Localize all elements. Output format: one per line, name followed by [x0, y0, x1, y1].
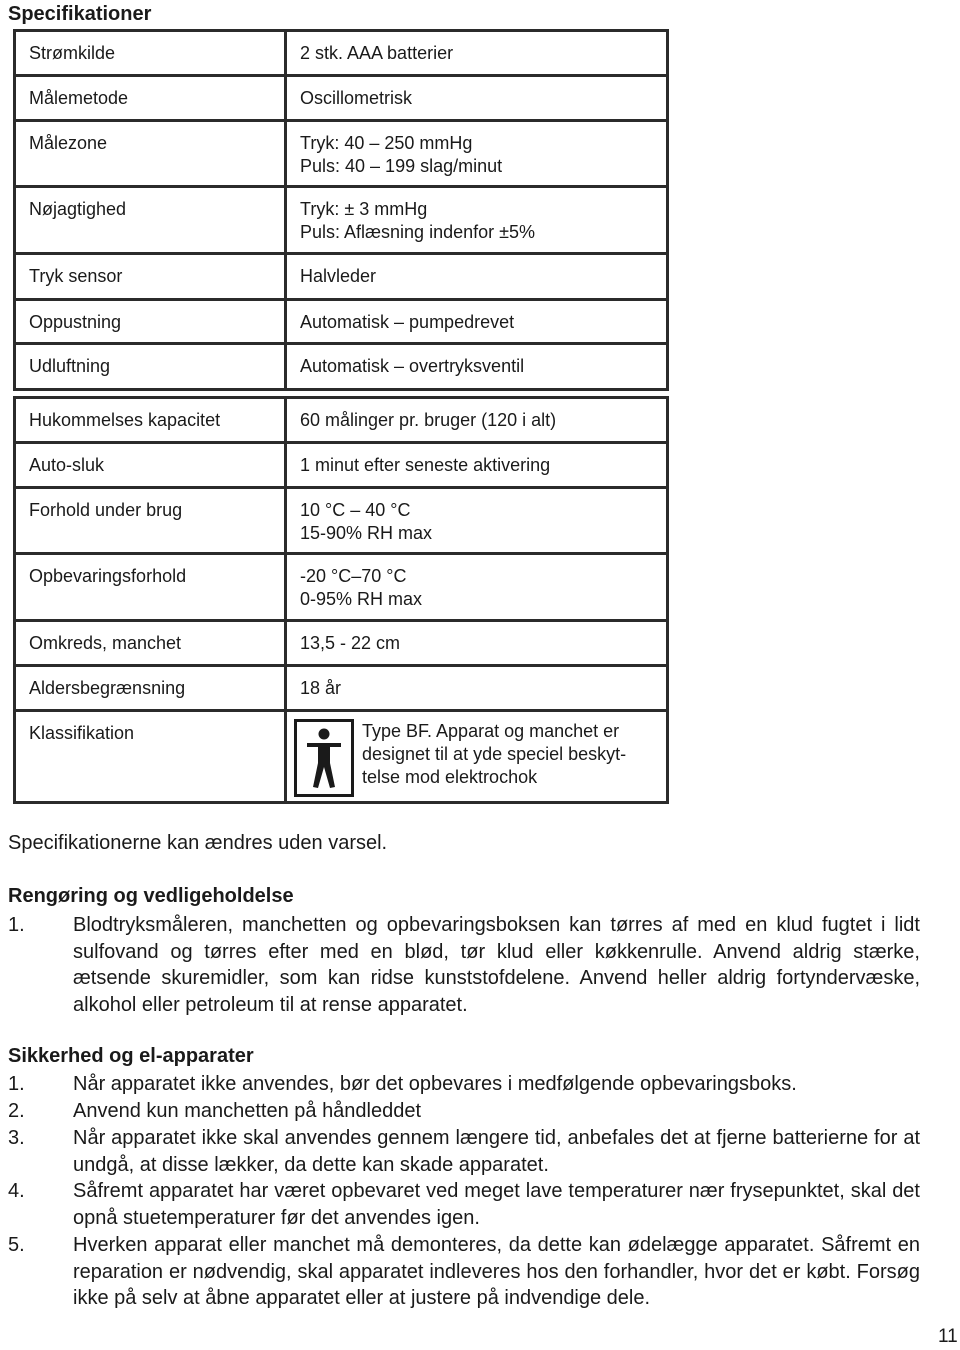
- spec-label-cell: [13, 619, 287, 667]
- spec-label: Tryk sensor: [29, 266, 123, 286]
- spec-value: 0-95% RH max: [300, 589, 423, 609]
- list-item: [8, 912, 920, 1019]
- list-item: [8, 1178, 920, 1231]
- list-item: [8, 1232, 920, 1312]
- spec-label: Udluftning: [29, 356, 111, 376]
- spec-value: 2 stk. AAA batterier: [300, 43, 454, 63]
- spec-label-cell: [13, 664, 287, 712]
- list-item-number: 5.: [8, 1234, 25, 1256]
- list-item-text: Når apparatet ikke anvendes, bør det opbevares i medfølgende opbevaringsboks.: [73, 1073, 797, 1095]
- spec-value: Automatisk – overtryksventil: [300, 356, 525, 376]
- spec-label: Målezone: [29, 133, 108, 153]
- spec-value: 1 minut efter seneste aktivering: [300, 455, 551, 475]
- spec-label-cell: [13, 396, 287, 444]
- list-item-number: 1.: [8, 914, 25, 936]
- spec-label-cell: [13, 252, 287, 301]
- spec-value: Automatisk – pumpedrevet: [300, 312, 515, 332]
- spec-value-cell: [284, 709, 669, 804]
- spec-label-cell: [13, 74, 287, 122]
- spec-label-cell: [13, 441, 287, 489]
- spec-value-cell: [284, 552, 669, 622]
- page-number: 11: [938, 1326, 958, 1347]
- spec-label: Hukommelses kapacitet: [29, 410, 221, 430]
- spec-value: Halvleder: [300, 266, 377, 286]
- spec-label-cell: [13, 342, 287, 391]
- spec-label: Omkreds, manchet: [29, 633, 182, 653]
- spec-value-cell: [284, 185, 669, 255]
- spec-value-cell: [284, 119, 669, 188]
- spec-value-cell: [284, 664, 669, 712]
- list-item-text: Anvend kun manchetten på håndleddet: [73, 1100, 422, 1122]
- spec-label: Aldersbegrænsning: [29, 678, 186, 698]
- spec-label: Målemetode: [29, 88, 129, 108]
- list-item-text: Blodtryksmåleren, manchetten og opbevaringsboksen kan tørres af med en klud fugtet i lidt sulfovand og tørres efter med en blød, tør klud eller køkkenrulle. Anvend aldrig stærke, ætsende skuremidler, som kan ridse kunststofdelene. Anvend heller aldrig fortyndervæske, alkohol eller petroleum til at rense apparatet.: [73, 914, 920, 1017]
- cleaning-title: Rengøring og vedligeholdelse: [8, 885, 294, 907]
- list-item-number: 1.: [8, 1073, 25, 1095]
- list-item-text: Såfremt apparatet har været opbevaret ved meget lave temperaturer nær frysepunktet, skal det opnå stuetemperaturer før det anvendes igen.: [73, 1180, 920, 1229]
- spec-label: Oppustning: [29, 312, 122, 332]
- spec-label: Auto-sluk: [29, 455, 105, 475]
- list-item: [8, 1098, 920, 1125]
- spec-label-cell: [13, 29, 287, 77]
- spec-value-cell: [284, 342, 669, 391]
- spec-value: Tryk: 40 – 250 mmHg: [300, 133, 473, 153]
- spec-label: Nøjagtighed: [29, 199, 127, 219]
- spec-value-cell: [284, 29, 669, 77]
- spec-value-cell: [284, 619, 669, 667]
- spec-value: Type BF. Apparat og manchet er: [362, 721, 620, 741]
- spec-value: 60 målinger pr. bruger (120 i alt): [300, 410, 557, 430]
- spec-value: designet til at yde speciel beskyt-: [362, 744, 627, 764]
- spec-label-cell: [13, 486, 287, 555]
- spec-value-cell: [284, 74, 669, 122]
- spec-value-cell: [284, 298, 669, 345]
- spec-value: 10 °C – 40 °C: [300, 500, 411, 520]
- spec-value-cell: [284, 252, 669, 301]
- spec-label: Klassifikation: [29, 723, 135, 743]
- spec-value: 13,5 - 22 cm: [300, 633, 401, 653]
- type-bf-body-icon: [294, 719, 354, 797]
- list-item-text: Hverken apparat eller manchet må demonteres, da dette kan ødelægge apparatet. Såfremt en reparation er nødvendig, skal apparatet indleveres hos den forhandler, hvor det er købt. Forsøg ikke på selv at åbne apparatet eller at justere på indvendige dele.: [73, 1234, 920, 1310]
- spec-label-cell: [13, 185, 287, 255]
- safety-title: Sikkerhed og el-apparater: [8, 1045, 254, 1067]
- spec-label-cell: [13, 552, 287, 622]
- spec-label-cell: [13, 709, 287, 804]
- spec-value: -20 °C–70 °C: [300, 566, 407, 586]
- list-item-number: 3.: [8, 1127, 25, 1149]
- spec-value: Puls: Aflæsning indenfor ±5%: [300, 222, 536, 242]
- spec-value-cell: [284, 486, 669, 555]
- spec-label: Opbevaringsforhold: [29, 566, 187, 586]
- list-item: [8, 1071, 920, 1098]
- spec-value-cell: [284, 396, 669, 444]
- page-title: Specifikationer: [8, 3, 152, 25]
- spec-value-cell: [284, 441, 669, 489]
- list-item-number: 4.: [8, 1180, 25, 1202]
- specs-notice: Specifikationerne kan ændres uden varsel.: [8, 832, 388, 854]
- list-item-number: 2.: [8, 1100, 25, 1122]
- spec-value: Tryk: ± 3 mmHg: [300, 199, 428, 219]
- spec-value: 15-90% RH max: [300, 523, 433, 543]
- spec-label: Forhold under brug: [29, 500, 183, 520]
- spec-value: 18 år: [300, 678, 342, 698]
- spec-value: Oscillometrisk: [300, 88, 413, 108]
- list-item: [8, 1125, 920, 1178]
- spec-label-cell: [13, 119, 287, 188]
- spec-label: Strømkilde: [29, 43, 116, 63]
- spec-label-cell: [13, 298, 287, 345]
- spec-value: telse mod elektrochok: [362, 767, 538, 787]
- list-item-text: Når apparatet ikke skal anvendes gennem længere tid, anbefales det at fjerne batterierne for at undgå, at disse lækker, da dette kan skade apparatet.: [73, 1127, 920, 1176]
- spec-value: Puls: 40 – 199 slag/minut: [300, 156, 503, 176]
